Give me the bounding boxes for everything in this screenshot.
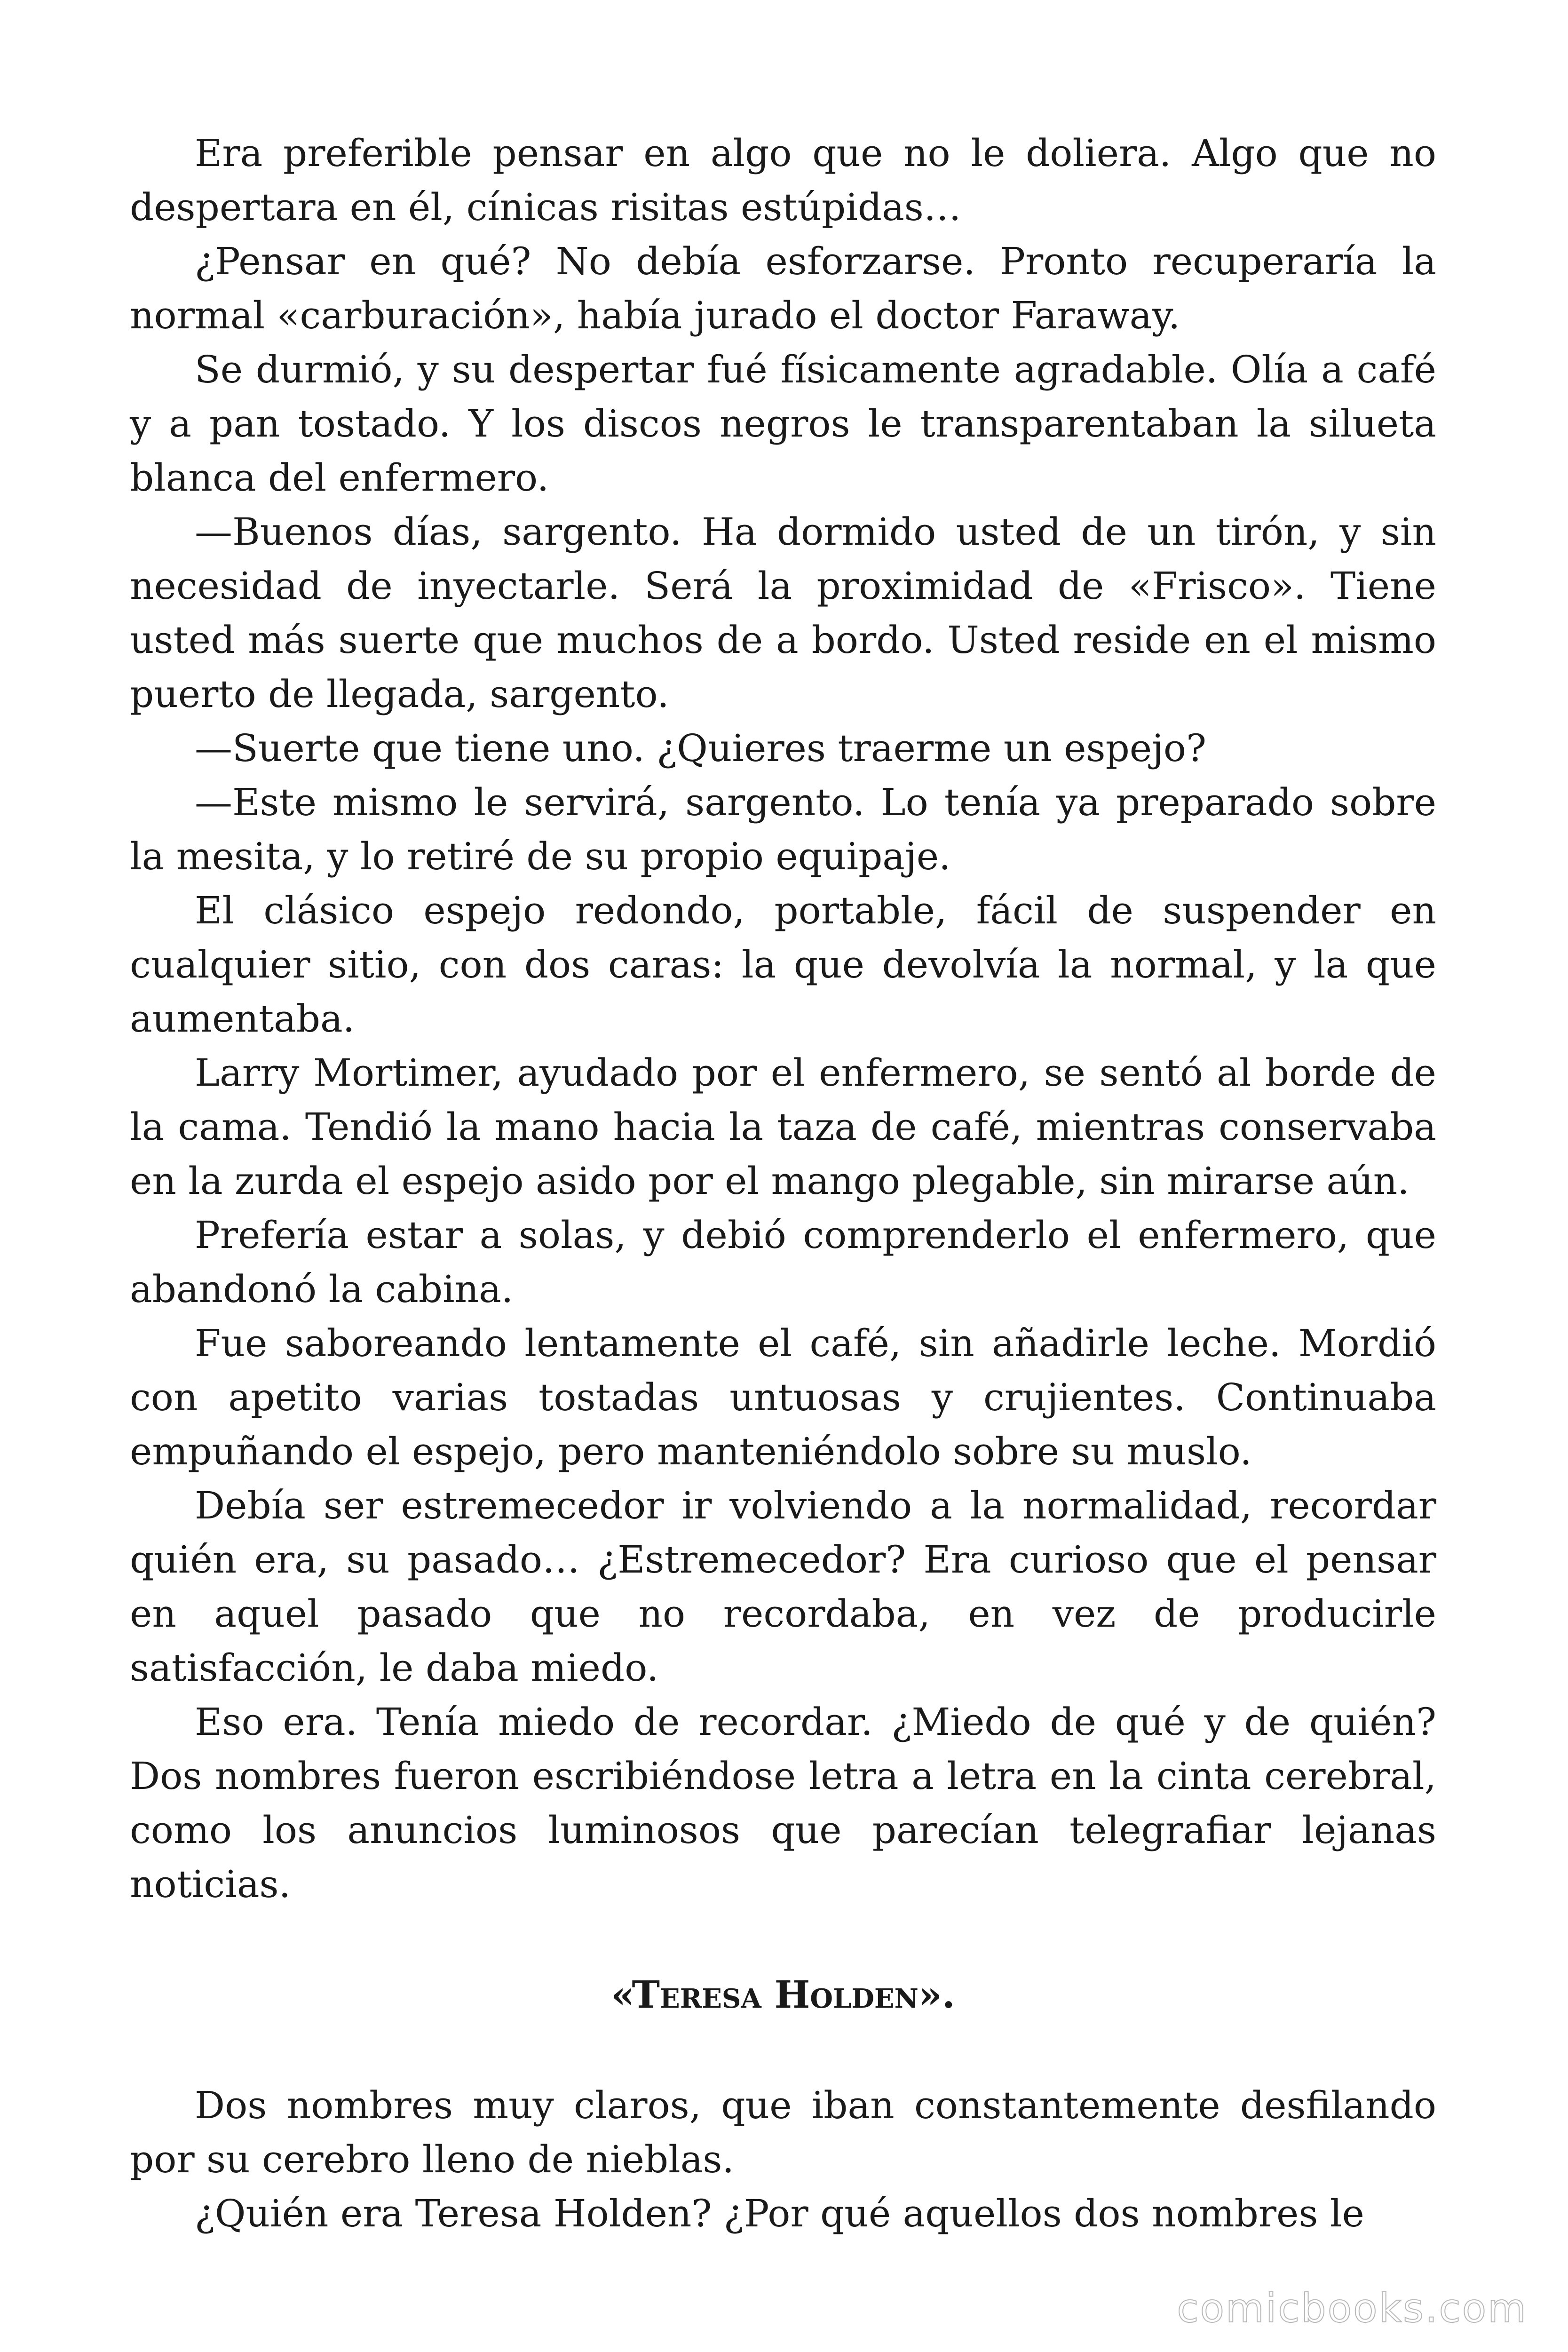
- paragraph: Fue saboreando lentamente el café, sin añadirle leche. Mordió con apetito varias tostadas untuosas y crujientes. Continuaba empuñando el espejo, pero manteniéndolo sobre su muslo.: [130, 1321, 1436, 1473]
- paragraph: Larry Mortimer, ayudado por el enfermero, se sentó al borde de la cama. Tendió la mano hacia la taza de café, mientras conservaba en la zurda el espejo asido por el mango plegable, sin mirarse aún.: [130, 1051, 1436, 1203]
- paragraph: —Este mismo le servirá, sargento. Lo tenía ya preparado sobre la mesita, y lo retiré de su propio equipaje.: [130, 780, 1436, 878]
- page-text: [130, 126, 1436, 2241]
- paragraph: Era preferible pensar en algo que no le doliera. Algo que no despertara en él, cínicas risitas estúpidas…: [130, 131, 1436, 229]
- paragraph: Debía ser estremecedor ir volviendo a la normalidad, recordar quién era, su pasado… ¿Estremecedor? Era curioso que el pensar en aquel pasado que no recordaba, en vez de producirle satisfacción, le daba miedo.: [130, 1484, 1436, 1690]
- body-text-after-heading: [130, 2078, 1436, 2241]
- body-text-before-heading: [130, 126, 1436, 1911]
- paragraph: ¿Quién era Teresa Holden? ¿Por qué aquellos dos nombres le: [195, 2192, 1364, 2235]
- paragraph: Eso era. Tenía miedo de recordar. ¿Miedo de qué y de quién? Dos nombres fueron escribiéndose letra a letra en la cinta cerebral, como los anuncios luminosos que parecían telegrafiar lejanas noticias.: [130, 1700, 1436, 1906]
- paragraph: ¿Pensar en qué? No debía esforzarse. Pronto recuperaría la normal «carburación», había jurado el doctor Faraway.: [130, 239, 1436, 337]
- centered-heading: «Teresa Holden».: [611, 1972, 955, 2017]
- paragraph: —Buenos días, sargento. Ha dormido usted de un tirón, y sin necesidad de inyectarle. Será la proximidad de «Frisco». Tiene usted más suerte que muchos de a bordo. Usted reside en el mismo puerto de llegada, sargento.: [130, 510, 1436, 716]
- paragraph: El clásico espejo redondo, portable, fácil de suspender en cualquier sitio, con dos caras: la que devolvía la normal, y la que aumentaba.: [130, 889, 1436, 1041]
- paragraph: Prefería estar a solas, y debió comprenderlo el enfermero, que abandonó la cabina.: [130, 1213, 1436, 1311]
- watermark-logo: comicbooks.com: [1177, 2285, 1528, 2331]
- paragraph: —Suerte que tiene uno. ¿Quieres traerme un espejo?: [195, 726, 1206, 770]
- paragraph: Dos nombres muy claros, que iban constantemente desfilando por su cerebro lleno de nieblas.: [130, 2083, 1436, 2181]
- paragraph: Se durmió, y su despertar fué físicamente agradable. Olía a café y a pan tostado. Y los discos negros le transparentaban la silueta blanca del enfermero.: [130, 348, 1436, 500]
